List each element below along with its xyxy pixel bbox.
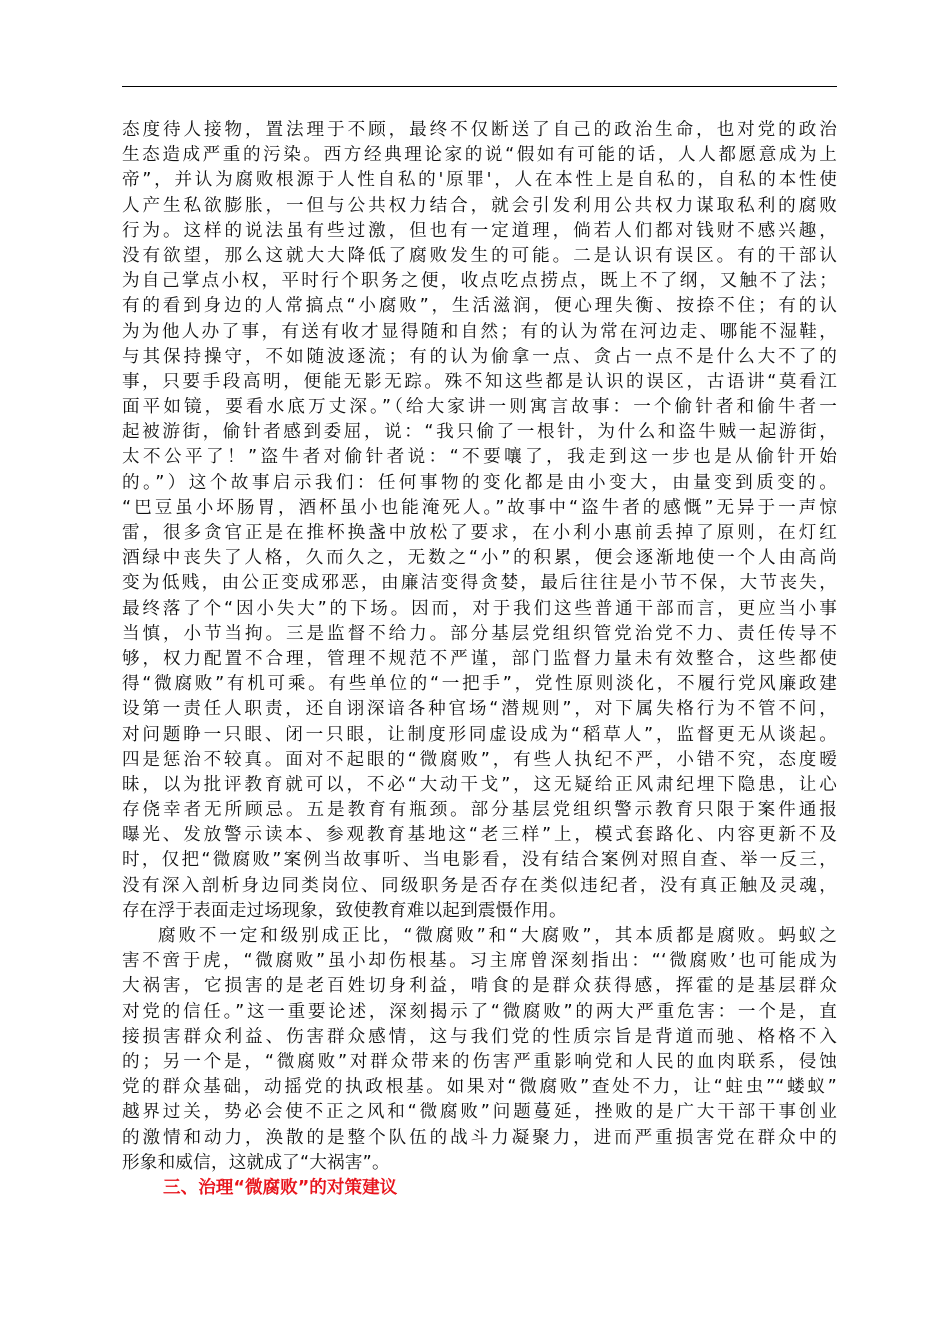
text-line: 的；另一个是，“微腐败”对群众带来的伤害严重影响党和人民的血肉联系，侵蚀 xyxy=(122,1051,837,1072)
text-line: 没有欲望，那么这就大大降低了腐败发生的可能。二是认识有误区。有的干部认 xyxy=(122,245,837,266)
text-line: 变为低贱，由公正变成邪恶，由廉洁变得贪婪，最后往往是小节不保，大节丧失， xyxy=(122,573,837,594)
text-line: 腐败不一定和级别成正比，“微腐败”和“大腐败”，其本质都是腐败。蚂蚁之 xyxy=(158,926,837,946)
text-line: “巴豆虽小坏肠胃，酒杯虽小也能淹死人。”故事中“盗牛者的感慨”无异于一声惊 xyxy=(122,497,837,518)
page-body xyxy=(122,118,837,1201)
text-line: 对问题睁一只眼、闭一只眼，让制度形同虚设成为“稻草人”，监督更无从谈起。 xyxy=(122,724,837,745)
text-line: 与其保持操守，不如随波逐流；有的认为偷拿一点、贪占一点不是什么大不了的 xyxy=(122,346,837,367)
text-line: 得“微腐败”有机可乘。有些单位的“一把手”，党性原则淡化，不履行党风廉政建 xyxy=(122,674,837,695)
text-line: 够，权力配置不合理，管理不规范不严谨，部门监督力量未有效整合，这些都使 xyxy=(122,648,837,669)
text-line: 为自己掌点小权，平时行个职务之便，收点吃点捞点，既上不了纲，又触不了法； xyxy=(122,271,837,292)
text-line: 态度待人接物，置法理于不顾，最终不仅断送了自己的政治生命，也对党的政治 xyxy=(122,120,837,140)
text-line: 的。”）这个故事启示我们：任何事物的变化都是由小变大，由量变到质变的。 xyxy=(122,472,837,493)
header-rule xyxy=(122,86,837,87)
text-line: 生态造成严重的污染。西方经典理论家的说“假如有可能的话，人人都愿意成为上 xyxy=(122,145,837,166)
text-line: 存在浮于表面走过场现象，致使教育难以起到震慑作用。 xyxy=(122,900,567,921)
section-heading: 三、治理“微腐败”的对策建议 xyxy=(163,1177,398,1198)
text-line: 时，仅把“微腐败”案例当故事听、当电影看，没有结合案例对照自查、举一反三， xyxy=(122,850,837,871)
text-line: 酒绿中丧失了人格，久而久之，无数之“小”的积累，便会逐渐地使一个人由高尚 xyxy=(122,548,837,569)
text-line: 对党的信任。”这一重要论述，深刻揭示了“微腐败”的两大严重危害：一个是，直 xyxy=(122,1001,837,1022)
text-line: 越界过关，势必会使不正之风和“微腐败”问题蔓延，挫败的是广大干部干事创业 xyxy=(122,1102,837,1123)
text-line: 四是惩治不较真。面对不起眼的“微腐败”，有些人执纪不严，小错不究，态度暧 xyxy=(122,749,837,770)
text-line: 形象和威信，这就成了“大祸害”。 xyxy=(122,1152,390,1173)
text-line: 害不啻于虎，“微腐败”虽小却伤根基。习主席曾深刻指出：“‘微腐败’也可能成为 xyxy=(122,951,837,972)
text-line: 为为他人办了事，有送有收才显得随和自然；有的认为常在河边走、哪能不湿鞋， xyxy=(122,321,837,342)
text-line: 接损害群众利益、伤害群众感情，这与我们党的性质宗旨是背道而驰、格格不入 xyxy=(122,1026,837,1047)
text-line: 帝”，并认为腐败根源于人性自私的'原罪'，人在本性上是自私的，自私的本性使 xyxy=(122,170,837,191)
text-line: 大祸害，它损害的是老百姓切身利益，啃食的是群众获得感，挥霍的是基层群众 xyxy=(122,976,837,997)
text-line: 当慎，小节当拘。三是监督不给力。部分基层党组织管党治党不力、责任传导不 xyxy=(122,623,837,644)
text-line: 人产生私欲膨胀，一但与公共权力结合，就会引发利用公共权力谋取私利的腐败 xyxy=(122,195,837,216)
text-line: 昧，以为批评教育就可以，不必“大动干戈”，这无疑给正风肃纪埋下隐患，让心 xyxy=(122,774,837,795)
text-line: 事，只要手段高明，便能无影无踪。殊不知这些都是认识的误区，古语讲“莫看江 xyxy=(122,371,837,392)
text-line: 雷，很多贪官正是在推杯换盏中放松了要求，在小利小惠前丢掉了原则，在灯红 xyxy=(122,523,837,543)
text-line: 面平如镜，要看水底万丈深。”（给大家讲一则寓言故事：一个偷针者和偷牛者一 xyxy=(122,397,837,418)
text-line: 最终落了个“因小失大”的下场。因而，对于我们这些普通干部而言，更应当小事 xyxy=(122,598,837,619)
text-line: 存侥幸者无所顾忌。五是教育有瓶颈。部分基层党组织警示教育只限于案件通报 xyxy=(122,800,837,821)
text-line: 设第一责任人职责，还自诩深谙各种官场“潜规则”，对下属失格行为不管不问， xyxy=(122,699,837,720)
text-line: 曝光、发放警示读本、参观教育基地这“老三样”上，模式套路化、内容更新不及 xyxy=(122,825,837,846)
paragraph-harm-analysis xyxy=(122,924,837,1176)
text-line: 起被游街，偷针者感到委屈，说：“我只偷了一根针，为什么和盗牛贼一起游街， xyxy=(122,422,837,443)
paragraph-causes-analysis xyxy=(122,118,837,924)
text-line: 没有深入剖析身边同类岗位、同级职务是否存在类似违纪者，没有真正触及灵魂， xyxy=(122,875,837,896)
text-line: 有的看到身边的人常搞点“小腐败”，生活滋润，便心理失衡、按捺不住；有的认 xyxy=(122,296,837,317)
text-line: 党的群众基础，动摇党的执政根基。如果对“微腐败”查处不力，让“蛀虫”“蝼蚁” xyxy=(122,1077,837,1098)
text-line: 的激情和动力，涣散的是整个队伍的战斗力凝聚力，进而严重损害党在群众中的 xyxy=(122,1127,837,1148)
text-line: 太不公平了！”盗牛者对偷针者说：“不要嚷了，我走到这一步也是从偷针开始 xyxy=(122,447,837,468)
text-line: 行为。这样的说法虽有些过激，但也有一定道理，倘若人们都对钱财不感兴趣， xyxy=(122,220,837,241)
